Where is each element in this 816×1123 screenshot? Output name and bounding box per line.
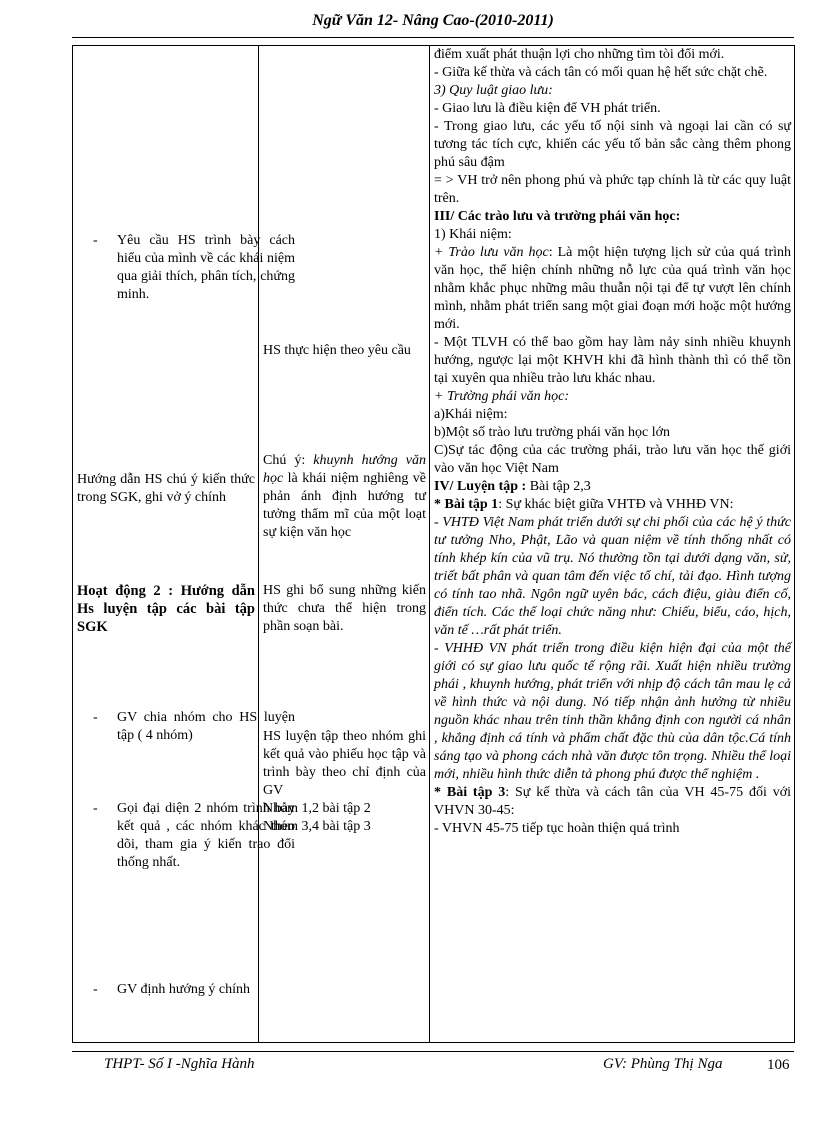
group-assignment: Nhóm 3,4 bài tập 3 — [263, 819, 371, 834]
page-header-title: Ngữ Văn 12- Nâng Cao-(2010-2011) — [312, 12, 554, 29]
student-activity-column — [259, 46, 430, 1043]
paragraph: - VHTĐ Việt Nam phát triển dưới sự chi phối của các hệ ý thức tư tưởng Nho, Phật, Lão và quan niệm về tính thống nhất có tính khép kín của vũ trụ. Nó thường tồn tại dưới dạng văn, sử, triết bất phân và quan tâm đến việc tổ chí, tải đạo. Hình tượng có tính tao nhã. Ngôn ngữ uyên bác, cách điệu, giàu điển cố, điển tích. Các thể loại chức năng như: Chiếu, biểu, cáo, hịch, văn tế …rất phát triển. — [434, 515, 791, 638]
guide-text: Hướng dẫn HS chú ý kiến thức trong SGK, ghi vở ý chính — [77, 472, 255, 505]
paragraph: - Một TLVH có thể bao gồm hay làm nảy sinh nhiều khuynh hướng, ngược lại một KHVH khi đã hình thành thì có thể tồn tại xuyên qua nhiều trào lưu khác nhau. — [434, 335, 791, 386]
list-item: - Gọi đại diện 2 nhóm trình bày kết quả , các nhóm khác theo dõi, tham gia ý kiến trao đổi thống nhất. — [93, 801, 295, 870]
header-rule — [72, 37, 794, 38]
content-column — [430, 46, 795, 1043]
paragraph: = > VH trở nên phong phú và phức tạp chính là từ các quy luật trên. — [434, 173, 791, 206]
request-text: Yêu cầu HS trình bày cách hiểu của mình về các khái niệm qua giải thích, phân tích, chứng minh. — [117, 233, 295, 302]
paragraph: - VHVN 45-75 tiếp tục hoàn thiện quá trình — [434, 821, 680, 836]
footer-school: THPT- Số I -Nghĩa Hành — [104, 1056, 255, 1072]
content-flow — [434, 46, 791, 838]
paragraph: * Bài tập 3: Sự kế thừa và cách tân của VH 45-75 đối với VHVN 30-45: — [434, 785, 791, 818]
note-text: Chú ý: khuynh hướng văn học là khái niệm nghiêng về phản ánh định hướng tư tưởng thẩm mĩ của một loạt sự kiện văn học — [263, 453, 427, 540]
group-assignment: Nhóm 1,2 bài tập 2 — [263, 801, 371, 816]
list-item: - GV chia nhóm cho HS luyện tập ( 4 nhóm) — [93, 710, 295, 743]
paragraph: b)Một số trào lưu trường phái văn học lớn — [434, 425, 671, 440]
paragraph: - Trong giao lưu, các yếu tố nội sinh và ngoại lai cần có sự tương tác tích cực, khiến các yếu tố bản sắc càng thêm phong phú sâu đậm — [434, 119, 791, 170]
hs-perform-text: HS thực hiện theo yêu cầu — [263, 343, 411, 358]
footer-rule — [72, 1051, 794, 1052]
paragraph: 1) Khái niệm: — [434, 227, 512, 242]
paragraph: * Bài tập 1: Sự khác biệt giữa VHTĐ và VHHĐ VN: — [434, 497, 734, 512]
paragraph: - Giao lưu là điều kiện để VH phát triển. — [434, 101, 661, 116]
paragraph: - VHHĐ VN phát triển trong điều kiện hiện đại của một thế giới có sự giao lưu quốc tế rộng rãi. Xuất hiện nhiều trường phái , khuynh hướng, phát triển với nhịp độ cách tân mau lẹ cả về hình thức và nội dung. Nó tiếp nhận ảnh hưởng từ nhiều nguồn khác nhau trên tinh thần khẳng định con người cá nhân , khẳng định cá tính và phẩm chất đặc thù của dân tộc.Cá tính sáng tạo và phong cách nhà văn được tôn trọng. Nhiều thể loại mới, nhiều hình thức diễn tả phong phú được thể nghiệm . — [434, 641, 791, 782]
paragraph: - Giữa kế thừa và cách tân có mối quan hệ hết sức chặt chẽ. — [434, 65, 768, 80]
section-heading: 3) Quy luật giao lưu: — [434, 83, 553, 98]
footer-teacher: GV: Phùng Thị Nga — [603, 1056, 723, 1072]
paragraph: + Trường phái văn học: — [434, 389, 569, 404]
hs-practice-text: HS luyện tập theo nhóm ghi kết quả vào phiếu học tập và trình bày theo chỉ định của GV — [263, 729, 426, 798]
paragraph: điểm xuất phát thuận lợi cho những tìm tòi đổi mới. — [434, 47, 725, 62]
lesson-table — [72, 45, 795, 1043]
section-heading: IV/ Luyện tập : Bài tập 2,3 — [434, 479, 591, 494]
hs-supplement-text: HS ghi bổ sung những kiến thức chưa thể hiện trong phần soạn bài. — [263, 583, 426, 634]
page-number: 106 — [767, 1057, 790, 1073]
paragraph: + Trào lưu văn học: Là một hiện tượng lịch sử của quá trình văn học, thể hiện chính những nỗ lực của quá trình văn học nhằm khắc phục những mâu thuẫn nội tại để tự vượt lên chính mình, nhằm phát triển sang một giai đoạn mới hoặc một hướng mới. — [434, 245, 791, 332]
list-item: - GV định hướng ý chính — [93, 982, 250, 997]
section-heading: III/ Các trào lưu và trường phái văn học: — [434, 209, 681, 224]
paragraph: C)Sự tác động của các trường phái, trào lưu văn học thế giới vào văn học Việt Nam — [434, 443, 791, 476]
teacher-activity-column — [73, 46, 295, 1043]
list-item: - Yêu cầu HS trình bày cách hiểu của mình về các khái niệm qua giải thích, phân tích, chứng minh. — [93, 233, 295, 302]
activity-2-title: Hoạt động 2 : Hướng dẫn Hs luyện tập các bài tập SGK — [77, 583, 255, 635]
paragraph: a)Khái niệm: — [434, 407, 508, 422]
